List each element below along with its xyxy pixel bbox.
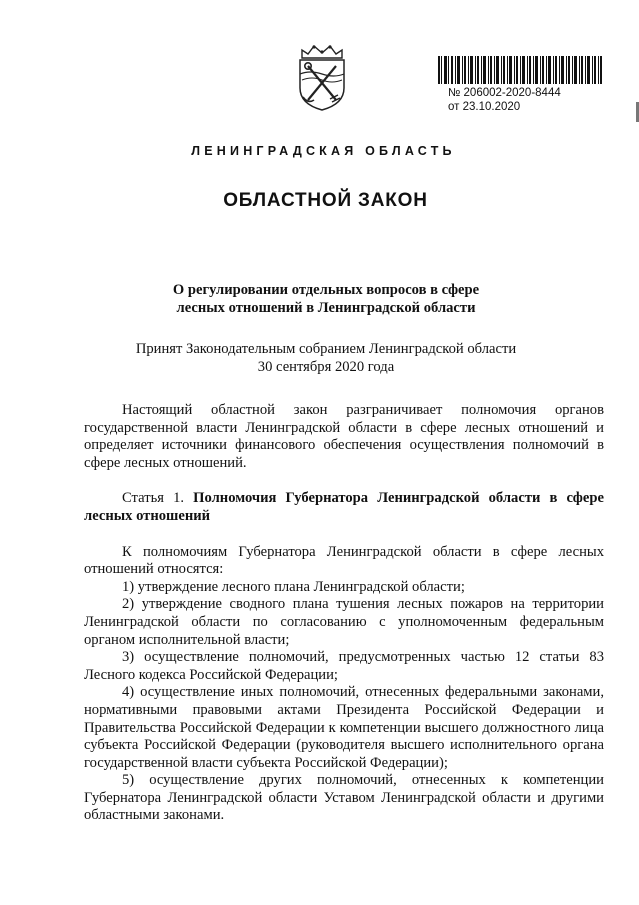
barcode xyxy=(438,56,602,84)
article-item: 5) осуществление других полномочий, отнесенных к компетенции Губернатора Ленинградской области Уставом Ленинградской области и другими областными законами. xyxy=(84,772,604,824)
law-title xyxy=(100,281,552,317)
article-number: Статья 1. xyxy=(122,490,185,507)
article-item: 4) осуществление иных полномочий, отнесенных федеральными законами, нормативными правовыми актами Президента Российской Федерации и Правительства Российской Федерации к компетенции высшего должностного лица субъекта Российской Федерации (руководителя высшего исполнительного органа государственной власти субъекта Российской Федерации); xyxy=(84,684,604,771)
article-heading xyxy=(84,490,604,525)
document-number: № 206002-2020-8444 xyxy=(448,87,561,99)
law-type-heading: ОБЛАСТНОЙ ЗАКОН xyxy=(223,190,428,211)
adoption-note xyxy=(90,340,562,376)
article-item: 2) утверждение сводного плана тушения лесных пожаров на территории Ленинградской области по согласованию с уполномоченным федеральным органом исполнительной власти; xyxy=(84,596,604,648)
article-intro: К полномочиям Губернатора Ленинградской области в сфере лесных отношений относятся: xyxy=(84,543,604,578)
law-body xyxy=(84,402,604,825)
article-item: 3) осуществление полномочий, предусмотренных частью 12 статьи 83 Лесного кодекса Российской Федерации; xyxy=(84,649,604,683)
coat-of-arms-icon xyxy=(296,44,348,112)
law-title-line: О регулировании отдельных вопросов в сфере xyxy=(172,282,480,298)
document-date: от 23.10.2020 xyxy=(448,101,521,113)
adoption-line: Принят Законодательным собранием Ленинградской области xyxy=(135,341,517,357)
adoption-date: 30 сентября 2020 года xyxy=(257,359,395,375)
article-item: 1) утверждение лесного плана Ленинградской области; xyxy=(122,578,465,595)
region-heading: ЛЕНИНГРАДСКАЯ ОБЛАСТЬ xyxy=(191,144,456,158)
registration-block xyxy=(448,86,618,114)
law-title-line: лесных отношений в Ленинградской области xyxy=(176,300,476,316)
preamble-paragraph: Настоящий областной закон разграничивает полномочия органов государственной власти Ленинградской области в сфере лесных отношений и определяет источники финансового обеспечения осуществления полномочий в сфере лесных отношений. xyxy=(84,402,604,471)
article-title: Полномочия Губернатора Ленинградской области в сфере лесных отношений xyxy=(84,490,604,524)
